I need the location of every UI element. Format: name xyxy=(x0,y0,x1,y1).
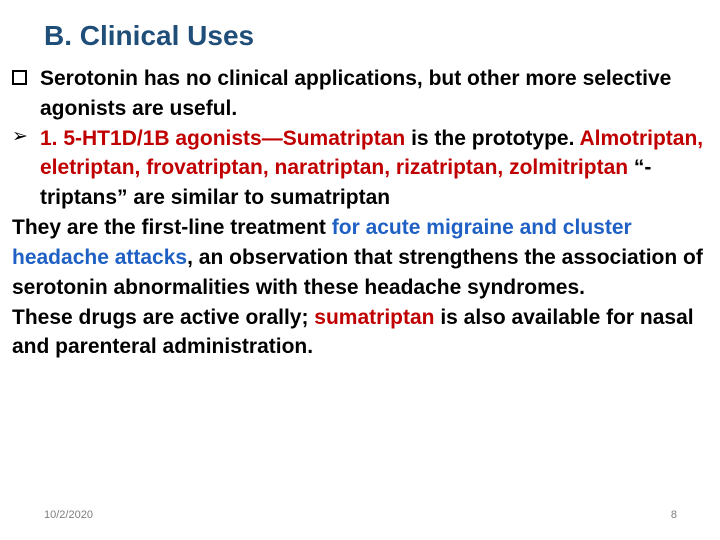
indication-highlight: for acute migraine and cluster headache attacks xyxy=(12,216,632,269)
paragraph-text: Serotonin has no clinical applications, but other more selective agonists are useful. xyxy=(40,67,672,120)
paragraph-text: is also available for nasal and parenteral administration. xyxy=(12,305,694,359)
paragraph-text: , an observation that strengthens the association of serotonin abnormalities with these headache syndromes. xyxy=(12,245,703,299)
paragraph-first-line-treatment xyxy=(12,213,712,302)
drug-name-highlight: sumatriptan xyxy=(314,305,435,329)
square-bullet-icon xyxy=(12,64,27,94)
footer-page-number: 8 xyxy=(670,509,677,521)
drug-class-heading: 1. 5-HT1D/1B agonists—Sumatriptan xyxy=(40,126,406,150)
paragraph-text: These drugs are active orally; xyxy=(12,305,315,329)
paragraph-text: is the prototype. xyxy=(405,126,580,150)
slide-title: B. Clinical Uses xyxy=(44,20,255,51)
paragraph-text: They are the first-line treatment xyxy=(12,216,332,240)
paragraph-triptans xyxy=(12,124,712,213)
arrow-bullet-icon: ➢ xyxy=(12,125,28,147)
drug-list: Almotriptan, eletriptan, frovatriptan, naratriptan, rizatriptan, zolmitriptan xyxy=(40,126,704,180)
footer-date: 10/2/2020 xyxy=(44,509,93,521)
paragraph-administration xyxy=(12,303,712,363)
paragraph-serotonin xyxy=(12,64,712,124)
slide-body xyxy=(12,64,712,362)
paragraph-text: “-triptans” are similar to sumatriptan xyxy=(40,156,652,210)
